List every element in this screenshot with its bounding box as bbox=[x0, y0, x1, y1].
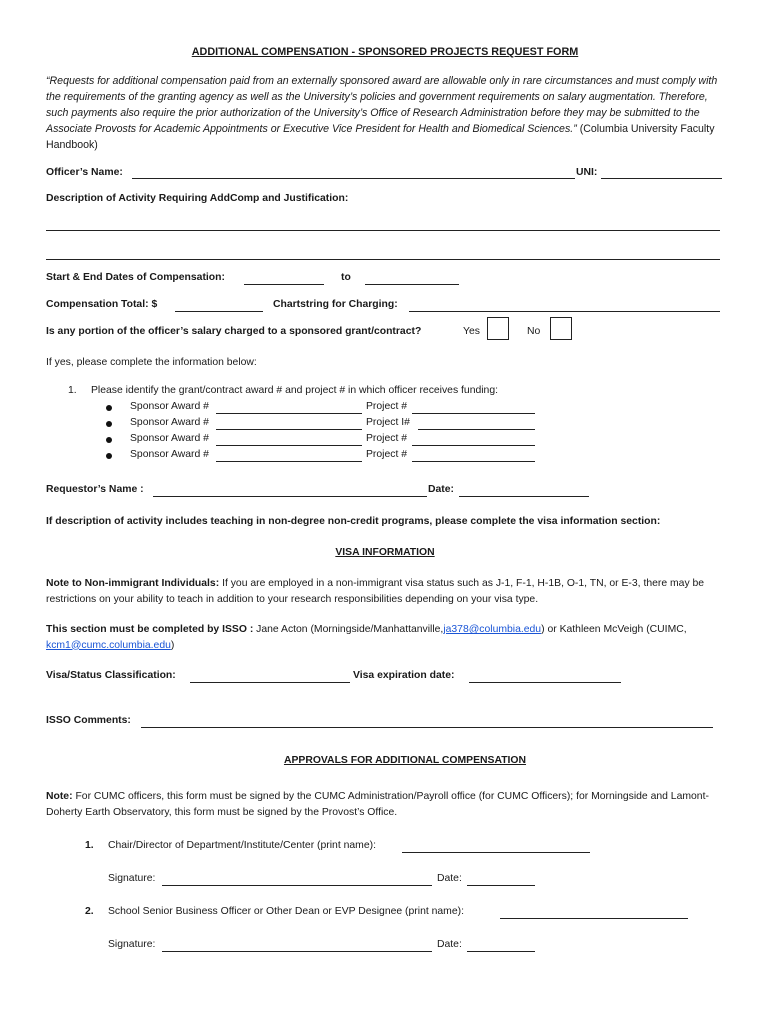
approvals-note bbox=[46, 789, 726, 820]
yes-label: Yes bbox=[463, 326, 480, 337]
no-label: No bbox=[527, 326, 541, 337]
project-label: Project # bbox=[366, 401, 408, 412]
sponsor-award-field[interactable] bbox=[216, 429, 362, 430]
sponsor-award-field[interactable] bbox=[216, 413, 362, 414]
description-line-2[interactable] bbox=[46, 259, 720, 260]
visa-classification-label: Visa/Status Classification: bbox=[46, 670, 176, 681]
uni-field[interactable] bbox=[601, 178, 722, 179]
sponsor-award-field[interactable] bbox=[216, 461, 362, 462]
signature-date-field[interactable] bbox=[467, 885, 535, 886]
requestor-date-label: Date: bbox=[428, 484, 454, 495]
description-line-1[interactable] bbox=[46, 230, 720, 231]
signature-label: Signature: bbox=[108, 873, 156, 884]
isso-text: ) or Kathleen McVeigh (CUIMC, bbox=[541, 624, 687, 635]
visa-heading: VISA INFORMATION bbox=[335, 547, 435, 558]
officer-name-field[interactable] bbox=[132, 178, 575, 179]
requestor-name-label: Requestor’s Name : bbox=[46, 484, 144, 495]
isso-instructions bbox=[46, 622, 726, 653]
yes-checkbox[interactable] bbox=[487, 317, 509, 340]
requestor-date-field[interactable] bbox=[459, 496, 589, 497]
approval-item-label: Chair/Director of Department/Institute/Center (print name): bbox=[108, 840, 376, 851]
signature-date-field[interactable] bbox=[467, 951, 535, 952]
chartstring-field[interactable] bbox=[409, 311, 720, 312]
sponsor-award-label: Sponsor Award # bbox=[130, 401, 209, 412]
teaching-note: If description of activity includes teaching in non-degree non-credit programs, please complete the visa information section: bbox=[46, 516, 661, 527]
visa-expiration-label: Visa expiration date: bbox=[353, 670, 455, 681]
sponsor-award-label: Sponsor Award # bbox=[130, 433, 209, 444]
approval-item-number: 1. bbox=[85, 840, 94, 851]
approvals-heading: APPROVALS FOR ADDITIONAL COMPENSATION bbox=[283, 755, 527, 766]
if-yes-note: If yes, please complete the information below: bbox=[46, 357, 257, 368]
sponsor-award-field[interactable] bbox=[216, 445, 362, 446]
approval-item-number: 2. bbox=[85, 906, 94, 917]
isso-text: ) bbox=[170, 639, 175, 651]
officer-name-label: Officer’s Name: bbox=[46, 167, 123, 178]
salary-question-label: Is any portion of the officer’s salary charged to a sponsored grant/contract? bbox=[46, 326, 422, 337]
start-date-field[interactable] bbox=[244, 284, 324, 285]
funding-instruction: Please identify the grant/contract award # and project # in which officer receives funding: bbox=[91, 385, 499, 396]
signature-date-label: Date: bbox=[437, 939, 462, 950]
no-checkbox[interactable] bbox=[550, 317, 572, 340]
bullet-icon bbox=[106, 405, 112, 411]
isso-email-link[interactable]: ja378@columbia.edu bbox=[443, 624, 542, 635]
project-field[interactable] bbox=[412, 445, 535, 446]
visa-note-label: Note to Non-immigrant Individuals: bbox=[46, 578, 220, 589]
approval-item-label: School Senior Business Officer or Other Dean or EVP Designee (print name): bbox=[108, 906, 464, 917]
intro-quote: “Requests for additional compensation paid from an externally sponsored award are allowable only in rare circumstances and must comply with the requirements of the granting agency as well as the University’s policies and government requirements on salary augmentation. Therefore, such payments also require the prior authorization of the University’s Office of Research Administration before they may be submitted to the Associate Provosts for Academic Appointments or Executive Vice President for Health and Biomedical Sciences.” bbox=[46, 75, 718, 135]
uni-label: UNI: bbox=[576, 167, 598, 178]
compensation-total-field[interactable] bbox=[175, 311, 263, 312]
signature-label: Signature: bbox=[108, 939, 156, 950]
approval-print-name-field[interactable] bbox=[402, 852, 590, 853]
project-label: Project I# bbox=[366, 417, 410, 428]
form-title: ADDITIONAL COMPENSATION - SPONSORED PROJECTS REQUEST FORM bbox=[191, 46, 579, 58]
approvals-note-text: For CUMC officers, this form must be signed by the CUMC Administration/Payroll office (for CUMC Officers); for Morningside and Lamont-Doherty Earth Observatory, this form must be signed by the Provost’s Office. bbox=[46, 791, 709, 818]
isso-text: Jane Acton (Morningside/Manhattanville, bbox=[256, 624, 444, 635]
visa-classification-field[interactable] bbox=[190, 682, 350, 683]
signature-field[interactable] bbox=[162, 951, 432, 952]
bullet-icon bbox=[106, 437, 112, 443]
project-field[interactable] bbox=[412, 461, 535, 462]
approval-print-name-field[interactable] bbox=[500, 918, 688, 919]
visa-note-text: If you are employed in a non-immigrant visa status such as J-1, F-1, H-1B, O-1, TN, or E-3, there may be restrictions on your ability to teach in addition to your research responsibilities depending on your visa type. bbox=[46, 578, 705, 605]
bullet-icon bbox=[106, 453, 112, 459]
intro-source: (Columbia University Faculty Handbook) bbox=[46, 123, 715, 151]
chartstring-label: Chartstring for Charging: bbox=[273, 299, 398, 310]
compensation-total-label: Compensation Total: $ bbox=[46, 299, 158, 310]
visa-note bbox=[46, 576, 726, 607]
isso-comments-label: ISSO Comments: bbox=[46, 715, 131, 726]
isso-comments-field[interactable] bbox=[141, 727, 713, 728]
requestor-name-field[interactable] bbox=[153, 496, 427, 497]
dates-to-label: to bbox=[341, 272, 351, 283]
project-label: Project # bbox=[366, 449, 408, 460]
end-date-field[interactable] bbox=[365, 284, 459, 285]
sponsor-award-label: Sponsor Award # bbox=[130, 449, 209, 460]
description-label: Description of Activity Requiring AddComp and Justification: bbox=[46, 193, 349, 204]
funding-item-number: 1. bbox=[68, 385, 77, 396]
signature-field[interactable] bbox=[162, 885, 432, 886]
project-field[interactable] bbox=[418, 429, 535, 430]
isso-label: This section must be completed by ISSO : bbox=[46, 624, 254, 635]
visa-expiration-field[interactable] bbox=[469, 682, 621, 683]
project-field[interactable] bbox=[412, 413, 535, 414]
signature-date-label: Date: bbox=[437, 873, 462, 884]
intro-paragraph bbox=[46, 73, 724, 153]
bullet-icon bbox=[106, 421, 112, 427]
dates-label: Start & End Dates of Compensation: bbox=[46, 272, 225, 283]
approvals-note-label: Note: bbox=[46, 791, 73, 802]
isso-email-link[interactable]: kcm1@cumc.columbia.edu bbox=[46, 639, 171, 651]
sponsor-award-label: Sponsor Award # bbox=[130, 417, 209, 428]
project-label: Project # bbox=[366, 433, 408, 444]
